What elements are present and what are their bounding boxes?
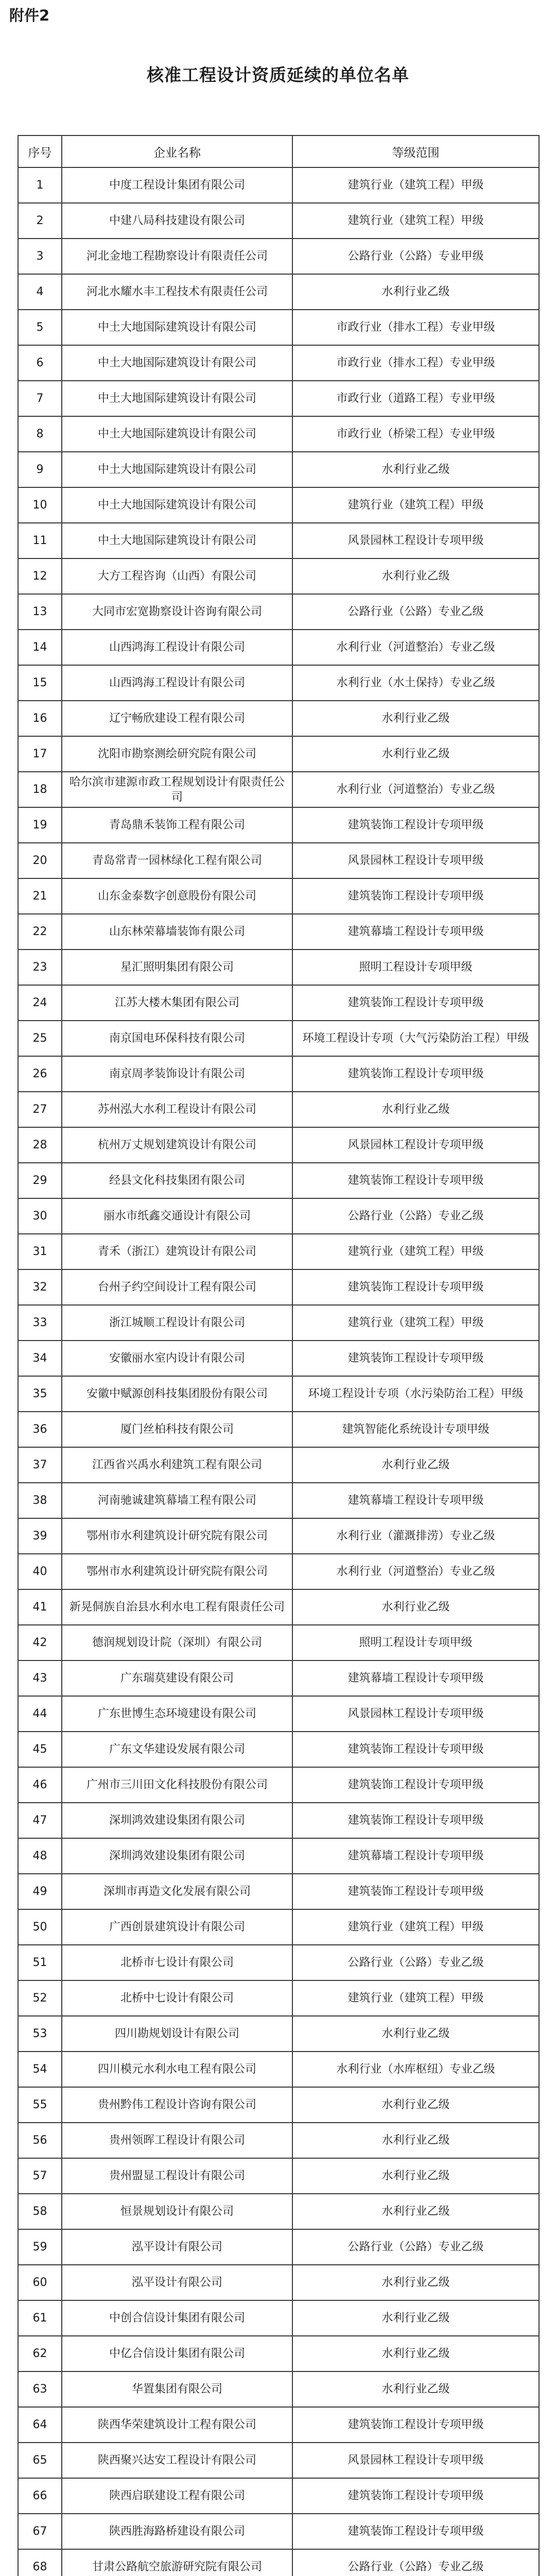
row-index: 48 <box>18 1838 62 1874</box>
company-name: 中建八局科技建设有限公司 <box>62 203 292 239</box>
row-index: 29 <box>18 1163 62 1198</box>
company-name: 中土大地国际建筑设计有限公司 <box>62 487 292 523</box>
company-name: 北桥中七设计有限公司 <box>62 1980 292 2016</box>
qualification-scope: 水利行业乙级 <box>292 2336 539 2371</box>
company-name: 广东世博生态环境建设有限公司 <box>62 1696 292 1732</box>
row-index: 45 <box>18 1732 62 1767</box>
company-name: 广东文华建设发展有限公司 <box>62 1732 292 1767</box>
row-index: 44 <box>18 1696 62 1732</box>
qualification-scope: 公路行业（公路）专业乙级 <box>292 594 539 630</box>
company-name: 山东林荣幕墙装饰有限公司 <box>62 914 292 950</box>
row-index: 16 <box>18 701 62 736</box>
row-index: 25 <box>18 1021 62 1056</box>
table-row <box>18 1092 539 1127</box>
company-name: 安徽中赋源创科技集团股份有限公司 <box>62 1376 292 1412</box>
qualification-scope: 建筑装饰工程设计专项甲级 <box>292 2478 539 2514</box>
table-row <box>18 701 539 736</box>
table-row <box>18 1341 539 1376</box>
company-name: 中度工程设计集团有限公司 <box>62 167 292 203</box>
company-name: 广西创景建筑设计有限公司 <box>62 1909 292 1945</box>
qualification-scope: 水利行业乙级 <box>292 2265 539 2300</box>
qualification-scope: 建筑行业（建筑工程）甲级 <box>292 1909 539 1945</box>
company-name: 甘肃公路航空旅游研究院有限公司 <box>62 2549 292 2576</box>
company-name: 泓平设计有限公司 <box>62 2265 292 2300</box>
row-index: 46 <box>18 1767 62 1803</box>
table-row <box>18 203 539 239</box>
row-index: 24 <box>18 985 62 1021</box>
company-name: 深圳鸿效建设集团有限公司 <box>62 1838 292 1874</box>
qualification-scope: 水利行业（水库枢纽）专业乙级 <box>292 2052 539 2087</box>
company-name: 中土大地国际建筑设计有限公司 <box>62 523 292 558</box>
table-row <box>18 452 539 487</box>
row-index: 54 <box>18 2052 62 2087</box>
row-index: 26 <box>18 1056 62 1092</box>
row-index: 32 <box>18 1269 62 1305</box>
company-name: 中创合信设计集团有限公司 <box>62 2300 292 2336</box>
company-name: 杭州万丈规划建筑设计有限公司 <box>62 1127 292 1163</box>
table-row <box>18 1945 539 1980</box>
qualification-scope: 水利行业乙级 <box>292 2300 539 2336</box>
row-index: 63 <box>18 2371 62 2407</box>
table-row <box>18 239 539 274</box>
company-name: 中土大地国际建筑设计有限公司 <box>62 452 292 487</box>
table-row <box>18 2514 539 2549</box>
qualification-scope: 建筑装饰工程设计专项甲级 <box>292 807 539 843</box>
qualification-scope: 公路行业（公路）专业乙级 <box>292 2549 539 2576</box>
qualification-scope: 市政行业（排水工程）专业甲级 <box>292 345 539 381</box>
qualification-scope: 建筑行业（建筑工程）甲级 <box>292 487 539 523</box>
table-row <box>18 1732 539 1767</box>
row-index: 56 <box>18 2123 62 2158</box>
table-row <box>18 1234 539 1269</box>
company-name: 河南驰诚建筑幕墙工程有限公司 <box>62 1483 292 1518</box>
company-name: 德润规划设计院（深圳）有限公司 <box>62 1625 292 1660</box>
company-name: 江苏大楼木集团有限公司 <box>62 985 292 1021</box>
table-row <box>18 914 539 950</box>
table-row <box>18 1589 539 1625</box>
company-name: 青岛常青一园林绿化工程有限公司 <box>62 843 292 878</box>
table-row <box>18 2265 539 2300</box>
attachment-label: 附件2 <box>9 7 50 24</box>
qualification-scope: 建筑装饰工程设计专项甲级 <box>292 2514 539 2549</box>
row-index: 21 <box>18 878 62 914</box>
qualification-scope: 水利行业乙级 <box>292 558 539 594</box>
table-row <box>18 1447 539 1483</box>
qualification-scope: 水利行业（灌溉排涝）专业乙级 <box>292 1518 539 1554</box>
company-name: 南京周孝装饰设计有限公司 <box>62 1056 292 1092</box>
row-index: 30 <box>18 1198 62 1234</box>
row-index: 27 <box>18 1092 62 1127</box>
qualification-scope: 水利行业乙级 <box>292 1589 539 1625</box>
table-row <box>18 1803 539 1838</box>
row-index: 34 <box>18 1341 62 1376</box>
table-row <box>18 2016 539 2052</box>
company-name: 鄂州市水利建筑设计研究院有限公司 <box>62 1554 292 1589</box>
table-row <box>18 843 539 878</box>
table-row <box>18 1198 539 1234</box>
row-index: 31 <box>18 1234 62 1269</box>
row-index: 22 <box>18 914 62 950</box>
table-row <box>18 2443 539 2478</box>
table-row <box>18 1269 539 1305</box>
table-row <box>18 878 539 914</box>
qualification-scope: 水利行业（河道整治）专业乙级 <box>292 772 539 807</box>
table-row <box>18 2336 539 2371</box>
qualification-scope: 水利行业乙级 <box>292 1092 539 1127</box>
row-index: 5 <box>18 310 62 345</box>
header-index: 序号 <box>18 135 62 167</box>
row-index: 7 <box>18 381 62 416</box>
table-row <box>18 523 539 558</box>
row-index: 58 <box>18 2194 62 2229</box>
company-name: 青岛鼎禾装饰工程有限公司 <box>62 807 292 843</box>
company-name: 深圳鸿效建设集团有限公司 <box>62 1803 292 1838</box>
table-row <box>18 1518 539 1554</box>
qualification-scope: 水利行业乙级 <box>292 2158 539 2194</box>
row-index: 2 <box>18 203 62 239</box>
qualification-scope: 照明工程设计专项甲级 <box>292 1625 539 1660</box>
row-index: 23 <box>18 950 62 985</box>
row-index: 28 <box>18 1127 62 1163</box>
company-table <box>18 135 540 2576</box>
company-name: 浙江城顺工程设计有限公司 <box>62 1305 292 1341</box>
qualification-scope: 水利行业（水土保持）专业乙级 <box>292 665 539 701</box>
table-row <box>18 1163 539 1198</box>
table-row <box>18 1980 539 2016</box>
qualification-scope: 建筑幕墙工程设计专项甲级 <box>292 1838 539 1874</box>
qualification-scope: 建筑装饰工程设计专项甲级 <box>292 1056 539 1092</box>
row-index: 4 <box>18 274 62 310</box>
table-row <box>18 1696 539 1732</box>
table-row <box>18 1660 539 1696</box>
row-index: 3 <box>18 239 62 274</box>
company-name: 泓平设计有限公司 <box>62 2229 292 2265</box>
table-row <box>18 2407 539 2443</box>
qualification-scope: 建筑装饰工程设计专项甲级 <box>292 1732 539 1767</box>
page-title: 核准工程设计资质延续的单位名单 <box>147 65 409 85</box>
row-index: 15 <box>18 665 62 701</box>
qualification-scope: 建筑装饰工程设计专项甲级 <box>292 985 539 1021</box>
company-name: 大同市宏宽勘察设计咨询有限公司 <box>62 594 292 630</box>
row-index: 14 <box>18 630 62 665</box>
table-row <box>18 2194 539 2229</box>
qualification-scope: 环境工程设计专项（大气污染防治工程）甲级 <box>292 1021 539 1056</box>
qualification-scope: 风景园林工程设计专项甲级 <box>292 843 539 878</box>
company-name: 恒景规划设计有限公司 <box>62 2194 292 2229</box>
table-row <box>18 665 539 701</box>
row-index: 40 <box>18 1554 62 1589</box>
row-index: 55 <box>18 2087 62 2123</box>
table-row <box>18 2300 539 2336</box>
qualification-scope: 水利行业乙级 <box>292 2371 539 2407</box>
company-name: 华置集团有限公司 <box>62 2371 292 2407</box>
qualification-scope: 建筑行业（建筑工程）甲级 <box>292 203 539 239</box>
company-name: 山西鸿海工程设计有限公司 <box>62 630 292 665</box>
company-name: 哈尔滨市建源市政工程规划设计有限责任公司 <box>62 772 292 807</box>
company-name: 贵州领晖工程设计有限公司 <box>62 2123 292 2158</box>
qualification-scope: 建筑智能化系统设计专项甲级 <box>292 1412 539 1447</box>
qualification-scope: 水利行业乙级 <box>292 1447 539 1483</box>
header-scope: 等级范围 <box>292 135 539 167</box>
table-row <box>18 274 539 310</box>
row-index: 65 <box>18 2443 62 2478</box>
company-name: 山东金泰数字创意股份有限公司 <box>62 878 292 914</box>
qualification-scope: 建筑行业（建筑工程）甲级 <box>292 1234 539 1269</box>
qualification-scope: 水利行业（河道整治）专业乙级 <box>292 1554 539 1589</box>
table-row <box>18 2087 539 2123</box>
qualification-scope: 环境工程设计专项（水污染防治工程）甲级 <box>292 1376 539 1412</box>
table-row <box>18 1412 539 1447</box>
row-index: 42 <box>18 1625 62 1660</box>
table-row <box>18 2371 539 2407</box>
row-index: 17 <box>18 736 62 772</box>
company-name: 青禾（浙江）建筑设计有限公司 <box>62 1234 292 1269</box>
qualification-scope: 建筑装饰工程设计专项甲级 <box>292 1874 539 1909</box>
row-index: 12 <box>18 558 62 594</box>
company-name: 江西省兴禹水利建筑工程有限公司 <box>62 1447 292 1483</box>
row-index: 47 <box>18 1803 62 1838</box>
row-index: 53 <box>18 2016 62 2052</box>
table-row <box>18 772 539 807</box>
company-name: 丽水市纸鑫交通设计有限公司 <box>62 1198 292 1234</box>
row-index: 59 <box>18 2229 62 2265</box>
table-row <box>18 2478 539 2514</box>
qualification-scope: 建筑装饰工程设计专项甲级 <box>292 1269 539 1305</box>
qualification-scope: 水利行业乙级 <box>292 2016 539 2052</box>
company-name: 四川模元水利水电工程有限公司 <box>62 2052 292 2087</box>
row-index: 68 <box>18 2549 62 2576</box>
table-row <box>18 381 539 416</box>
company-name: 鄂州市水利建筑设计研究院有限公司 <box>62 1518 292 1554</box>
row-index: 18 <box>18 772 62 807</box>
row-index: 39 <box>18 1518 62 1554</box>
qualification-scope: 公路行业（公路）专业乙级 <box>292 1198 539 1234</box>
row-index: 62 <box>18 2336 62 2371</box>
table-header-row <box>18 135 539 167</box>
qualification-scope: 市政行业（桥梁工程）专业甲级 <box>292 416 539 452</box>
company-name: 广州市三川田文化科技股份有限公司 <box>62 1767 292 1803</box>
row-index: 50 <box>18 1909 62 1945</box>
company-name: 中土大地国际建筑设计有限公司 <box>62 381 292 416</box>
company-name: 四川勘规划设计有限公司 <box>62 2016 292 2052</box>
table-row <box>18 1056 539 1092</box>
company-name: 苏州泓大水利工程设计有限公司 <box>62 1092 292 1127</box>
header-company: 企业名称 <box>62 135 292 167</box>
company-name: 经县文化科技集团有限公司 <box>62 1163 292 1198</box>
table-row <box>18 2549 539 2576</box>
table-row <box>18 2052 539 2087</box>
company-name: 厦门丝柏科技有限公司 <box>62 1412 292 1447</box>
company-name: 陕西华荣建筑设计工程有限公司 <box>62 2407 292 2443</box>
company-name: 辽宁畅欣建设工程有限公司 <box>62 701 292 736</box>
company-name: 北桥市七设计有限公司 <box>62 1945 292 1980</box>
table-row <box>18 558 539 594</box>
table-row <box>18 630 539 665</box>
row-index: 38 <box>18 1483 62 1518</box>
company-name: 贵州盟显工程设计有限公司 <box>62 2158 292 2194</box>
qualification-scope: 建筑幕墙工程设计专项甲级 <box>292 1660 539 1696</box>
qualification-scope: 水利行业乙级 <box>292 736 539 772</box>
table-row <box>18 2229 539 2265</box>
row-index: 37 <box>18 1447 62 1483</box>
qualification-scope: 风景园林工程设计专项甲级 <box>292 523 539 558</box>
row-index: 36 <box>18 1412 62 1447</box>
company-name: 陕西启联建设工程有限公司 <box>62 2478 292 2514</box>
table-row <box>18 2158 539 2194</box>
row-index: 1 <box>18 167 62 203</box>
company-name: 陕西胜海路桥建设有限公司 <box>62 2514 292 2549</box>
company-name: 新晃侗族自治县水利水电工程有限责任公司 <box>62 1589 292 1625</box>
qualification-scope: 建筑装饰工程设计专项甲级 <box>292 1767 539 1803</box>
qualification-scope: 水利行业乙级 <box>292 274 539 310</box>
company-name: 沈阳市勘察测绘研究院有限公司 <box>62 736 292 772</box>
table-row <box>18 416 539 452</box>
company-name: 星汇照明集团有限公司 <box>62 950 292 985</box>
row-index: 20 <box>18 843 62 878</box>
company-name: 大方工程咨询（山西）有限公司 <box>62 558 292 594</box>
qualification-scope: 建筑行业（建筑工程）甲级 <box>292 167 539 203</box>
table-row <box>18 1625 539 1660</box>
row-index: 67 <box>18 2514 62 2549</box>
qualification-scope: 市政行业（排水工程）专业甲级 <box>292 310 539 345</box>
table-row <box>18 345 539 381</box>
qualification-scope: 建筑行业（建筑工程）甲级 <box>292 1980 539 2016</box>
table-row <box>18 1127 539 1163</box>
row-index: 52 <box>18 1980 62 2016</box>
row-index: 11 <box>18 523 62 558</box>
row-index: 33 <box>18 1305 62 1341</box>
table-row <box>18 1767 539 1803</box>
company-name: 山西鸿海工程设计有限公司 <box>62 665 292 701</box>
qualification-scope: 水利行业乙级 <box>292 2087 539 2123</box>
row-index: 60 <box>18 2265 62 2300</box>
company-name: 安徽丽水室内设计有限公司 <box>62 1341 292 1376</box>
table-row <box>18 807 539 843</box>
row-index: 19 <box>18 807 62 843</box>
qualification-scope: 水利行业乙级 <box>292 452 539 487</box>
qualification-scope: 建筑装饰工程设计专项甲级 <box>292 1803 539 1838</box>
row-index: 9 <box>18 452 62 487</box>
table-row <box>18 950 539 985</box>
row-index: 43 <box>18 1660 62 1696</box>
table-row <box>18 310 539 345</box>
qualification-scope: 照明工程设计专项甲级 <box>292 950 539 985</box>
table-row <box>18 487 539 523</box>
qualification-scope: 建筑装饰工程设计专项甲级 <box>292 2407 539 2443</box>
qualification-scope: 市政行业（道路工程）专业甲级 <box>292 381 539 416</box>
table-row <box>18 1838 539 1874</box>
qualification-scope: 公路行业（公路）专业甲级 <box>292 239 539 274</box>
table-row <box>18 594 539 630</box>
company-name: 河北金地工程勘察设计有限责任公司 <box>62 239 292 274</box>
row-index: 13 <box>18 594 62 630</box>
qualification-scope: 建筑幕墙工程设计专项甲级 <box>292 1483 539 1518</box>
qualification-scope: 建筑装饰工程设计专项甲级 <box>292 878 539 914</box>
company-name: 深圳市再造文化发展有限公司 <box>62 1874 292 1909</box>
row-index: 6 <box>18 345 62 381</box>
row-index: 41 <box>18 1589 62 1625</box>
qualification-scope: 公路行业（公路）专业乙级 <box>292 2229 539 2265</box>
row-index: 64 <box>18 2407 62 2443</box>
company-name: 中亿合信设计集团有限公司 <box>62 2336 292 2371</box>
company-name: 台州子约空间设计工程有限公司 <box>62 1269 292 1305</box>
table-row <box>18 1874 539 1909</box>
qualification-scope: 建筑幕墙工程设计专项甲级 <box>292 914 539 950</box>
table-row <box>18 1376 539 1412</box>
row-index: 51 <box>18 1945 62 1980</box>
table-row <box>18 736 539 772</box>
qualification-scope: 水利行业乙级 <box>292 2123 539 2158</box>
company-name: 广东瑞莫建设有限公司 <box>62 1660 292 1696</box>
table-row <box>18 1554 539 1589</box>
row-index: 35 <box>18 1376 62 1412</box>
qualification-scope: 建筑装饰工程设计专项甲级 <box>292 1341 539 1376</box>
table-row <box>18 1909 539 1945</box>
company-name: 中土大地国际建筑设计有限公司 <box>62 416 292 452</box>
row-index: 66 <box>18 2478 62 2514</box>
table-row <box>18 1483 539 1518</box>
company-name: 贵州黔伟工程设计咨询有限公司 <box>62 2087 292 2123</box>
qualification-scope: 建筑行业（建筑工程）甲级 <box>292 1305 539 1341</box>
row-index: 49 <box>18 1874 62 1909</box>
company-name: 中土大地国际建筑设计有限公司 <box>62 345 292 381</box>
table-row <box>18 985 539 1021</box>
company-name: 陕西聚兴达安工程设计有限公司 <box>62 2443 292 2478</box>
company-name: 河北水耀水丰工程技术有限责任公司 <box>62 274 292 310</box>
company-name: 中土大地国际建筑设计有限公司 <box>62 310 292 345</box>
table-row <box>18 1305 539 1341</box>
table-row <box>18 2123 539 2158</box>
qualification-scope: 风景园林工程设计专项甲级 <box>292 1696 539 1732</box>
qualification-scope: 风景园林工程设计专项甲级 <box>292 1127 539 1163</box>
qualification-scope: 建筑装饰工程设计专项甲级 <box>292 1163 539 1198</box>
qualification-scope: 水利行业（河道整治）专业乙级 <box>292 630 539 665</box>
table-row <box>18 167 539 203</box>
qualification-scope: 风景园林工程设计专项甲级 <box>292 2443 539 2478</box>
row-index: 61 <box>18 2300 62 2336</box>
row-index: 10 <box>18 487 62 523</box>
row-index: 57 <box>18 2158 62 2194</box>
table-row <box>18 1021 539 1056</box>
company-name: 南京国电环保科技有限公司 <box>62 1021 292 1056</box>
qualification-scope: 公路行业（公路）专业乙级 <box>292 1945 539 1980</box>
row-index: 8 <box>18 416 62 452</box>
qualification-scope: 水利行业乙级 <box>292 701 539 736</box>
qualification-scope: 水利行业乙级 <box>292 2194 539 2229</box>
